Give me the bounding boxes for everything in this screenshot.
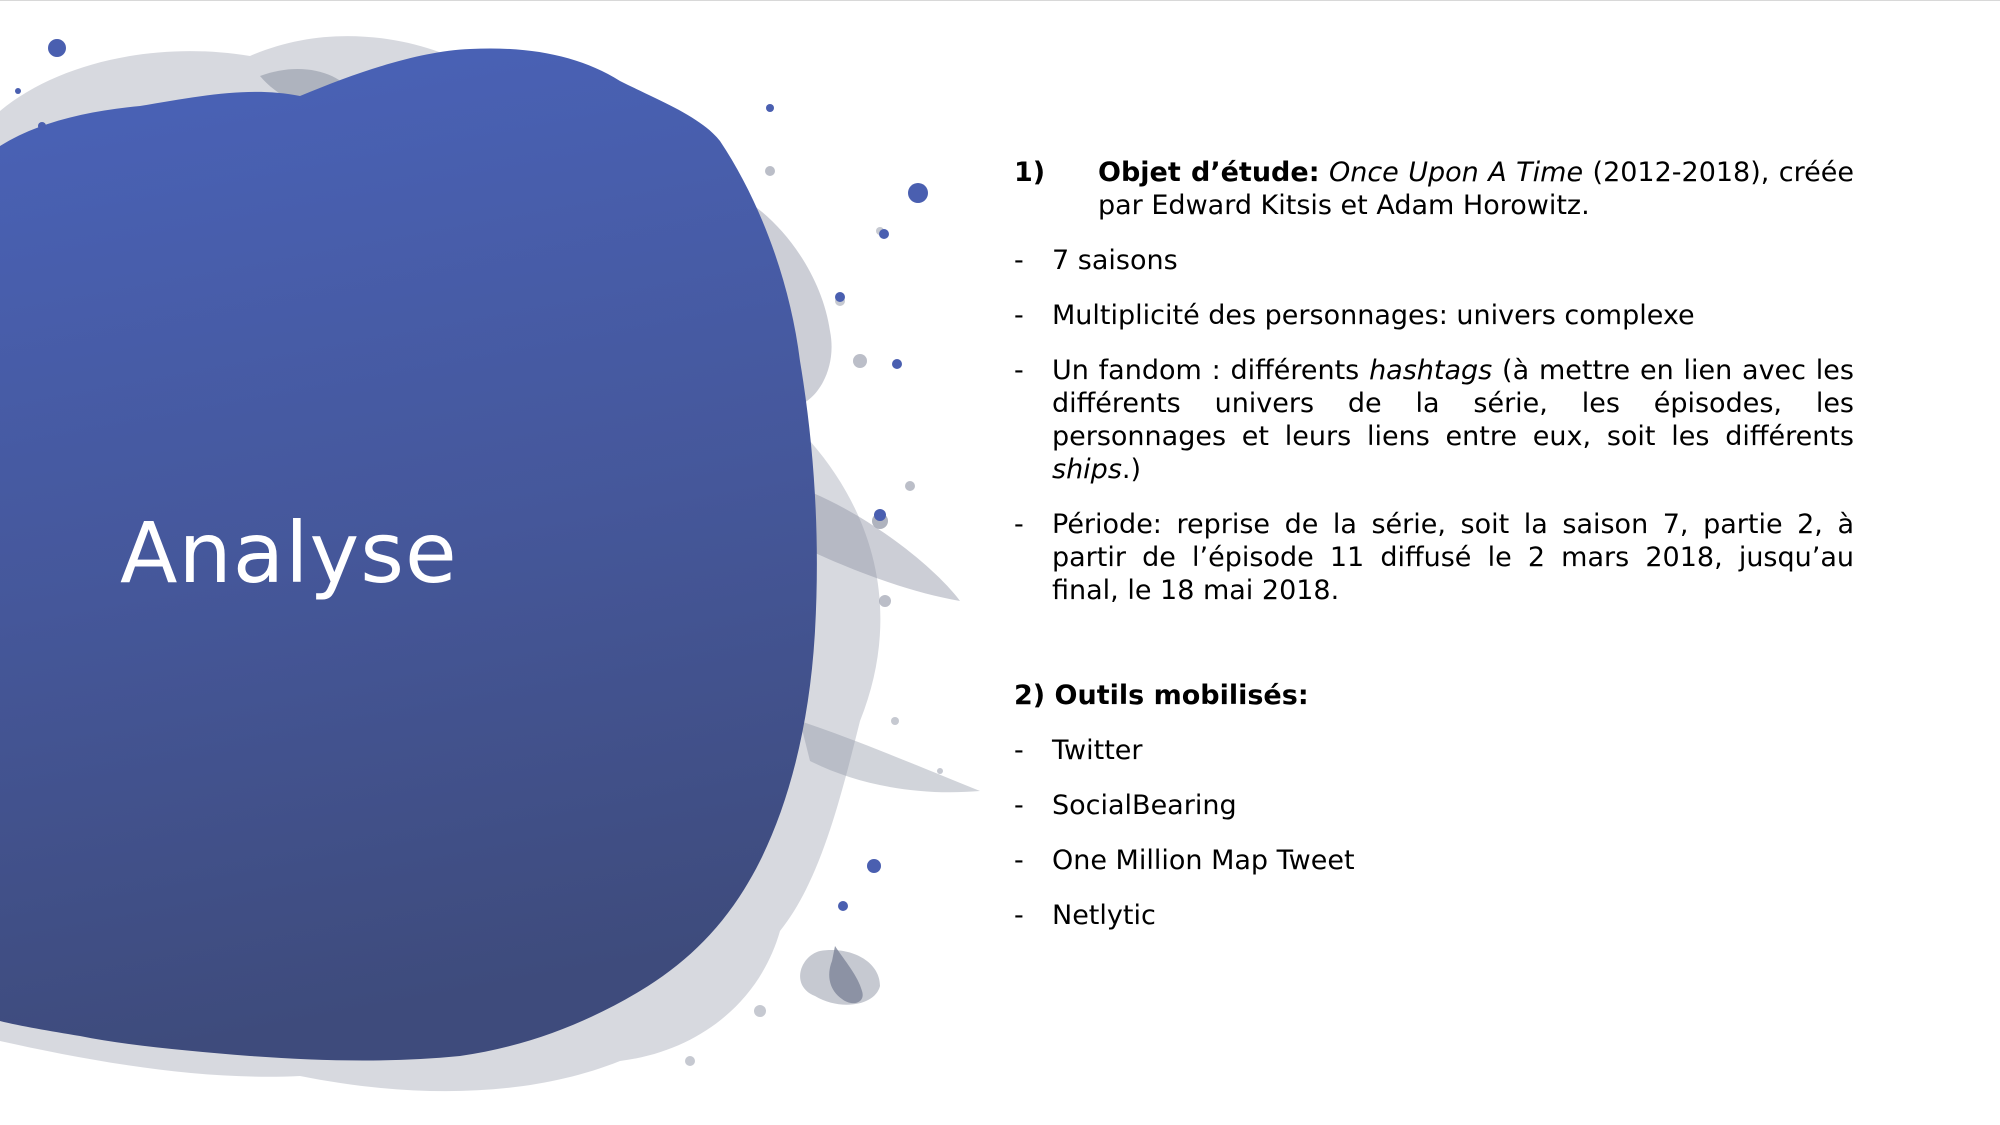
bullet-dash: - <box>1014 845 1024 876</box>
bullet-item <box>1014 508 1854 607</box>
bullet-text-italic: hashtags <box>1369 355 1493 386</box>
tool-name: One Million Map Tweet <box>1052 845 1355 876</box>
bullet-dash: - <box>1014 509 1024 540</box>
bullet-item <box>1014 299 1854 332</box>
bullet-dash: - <box>1014 300 1024 331</box>
bullet-dash: - <box>1014 245 1024 276</box>
bullet-dash: - <box>1014 790 1024 821</box>
tool-name: SocialBearing <box>1052 790 1237 821</box>
bullet-dash: - <box>1014 355 1024 386</box>
section-1-label: Objet d’étude: <box>1098 157 1320 188</box>
section-1-number: 1) <box>1014 157 1046 188</box>
slide-content <box>1014 156 1854 954</box>
tool-item <box>1014 844 1854 877</box>
bullet-text-italic: ships <box>1052 454 1122 485</box>
bullet-text-part: .) <box>1121 454 1142 485</box>
work-title: Once Upon A Time <box>1328 157 1584 188</box>
bullet-item <box>1014 354 1854 486</box>
tool-item <box>1014 734 1854 767</box>
bullet-dash: - <box>1014 735 1024 766</box>
section-1-rest: (2012-2018), créée par Edward Kitsis et Adam Horowitz. <box>1098 157 1854 221</box>
tool-name: Netlytic <box>1052 900 1156 931</box>
bullet-text: Période: reprise de la série, soit la saison 7, partie 2, à partir de l’épisode 11 diffusé le 2 mars 2018, jusqu’au final, le 18 mai 2018. <box>1052 509 1854 606</box>
bullet-text-part: (à mettre en lien avec les différents univers de la série, les épisodes, les personnages et leurs liens entre eux, soit les différents <box>1052 355 1854 452</box>
bullet-text: Multiplicité des personnages: univers complexe <box>1052 300 1695 331</box>
bullet-text: 7 saisons <box>1052 245 1178 276</box>
bullet-dash: - <box>1014 900 1024 931</box>
section-1-text <box>1098 156 1854 222</box>
tool-item <box>1014 899 1854 932</box>
tool-item <box>1014 789 1854 822</box>
bullet-item <box>1014 244 1854 277</box>
tool-name: Twitter <box>1052 735 1143 766</box>
bullet-text-part: Un fandom : différents <box>1052 355 1370 386</box>
section-1-item <box>1014 156 1854 222</box>
slide-title: Analyse <box>120 504 458 602</box>
bullet-text <box>1052 354 1854 486</box>
section-2-heading: 2) Outils mobilisés: <box>1014 680 1309 711</box>
